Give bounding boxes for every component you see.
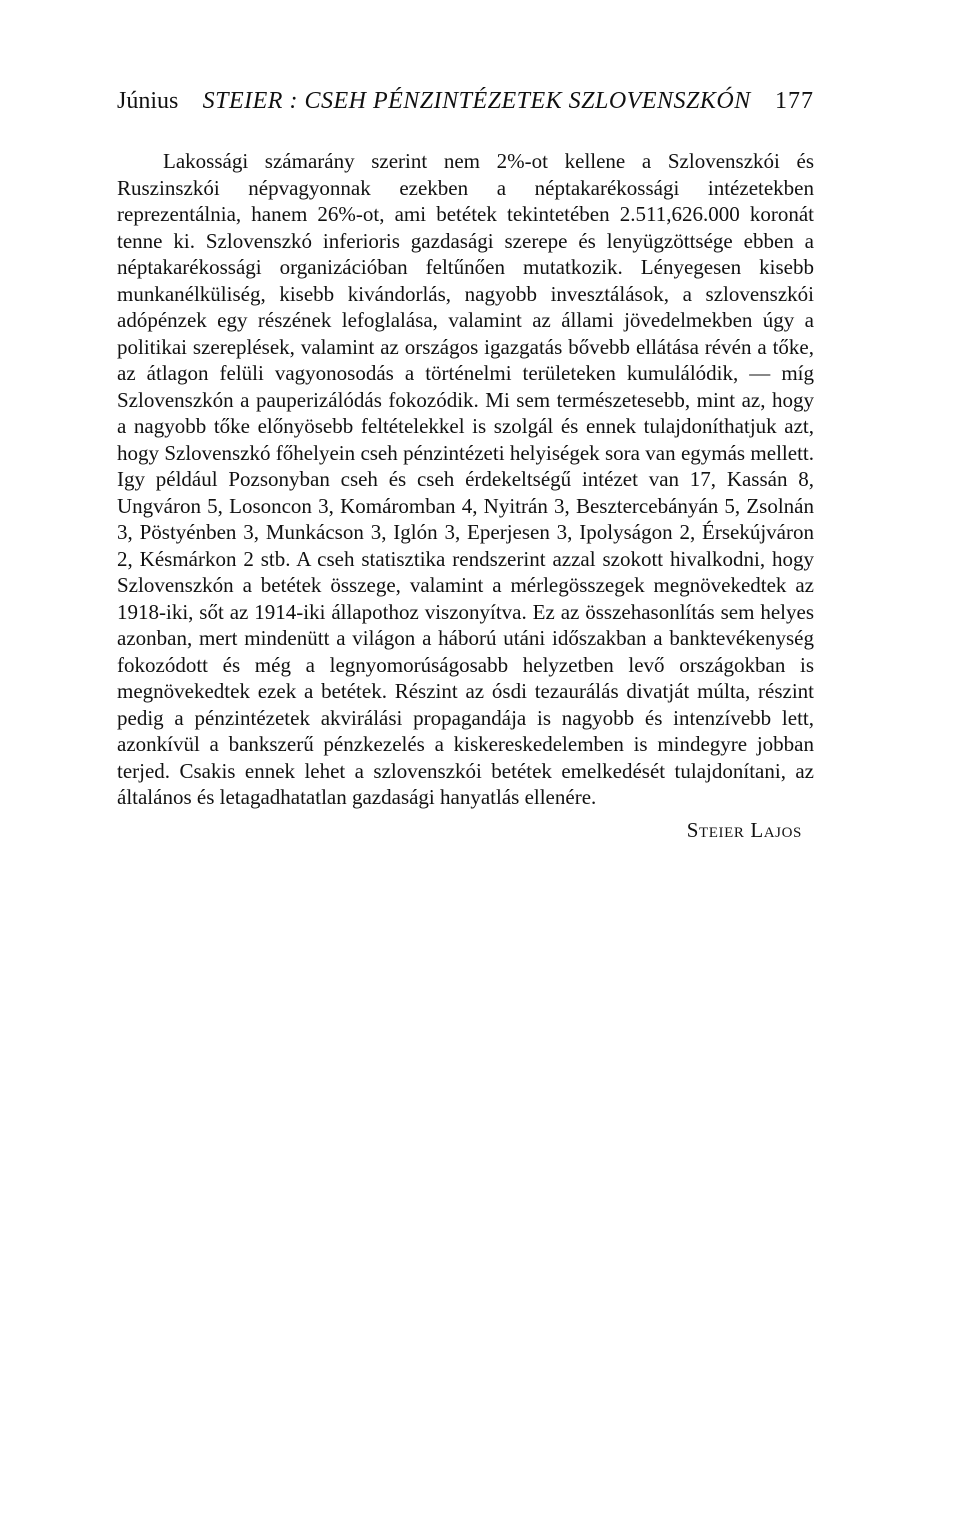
page-number: 177 — [775, 88, 814, 114]
document-page — [117, 86, 814, 843]
header-month: Június — [117, 88, 179, 114]
running-header — [117, 86, 814, 116]
body-paragraph: Lakossági számarány szerint nem 2%-ot kellene a Szlovenszkói és Ruszinszkói népvagyonnak ezekben a néptakarékossági intézetekben reprezentálnia, hanem 26%-ot, ami betétek tekintetében 2.511,626.000 koronát tenne ki. Szlovenszkó inferioris gazdasági szerepe és lenyügzöttsége ebben a néptakarékossági organizációban feltűnően mutatkozik. Lényegesen kisebb munkanélküliség, kisebb kivándorlás, nagyobb invesztálások, a szlovenszkói adópénzek egy részének lefoglalása, valamint az állami jövedelmekben úgy a politikai szereplések, valamint az országos igazgatás bővebb ellátása révén a tőke, az átlagon felüli vagyonosodás a történelmi területeken kumulálódik, — míg Szlovenszkón a pauperizálódás fokozódik. Mi sem természetesebb, mint az, hogy a nagyobb tőke előnyösebb feltételekkel is szolgál és ennek tulajdoníthatjuk azt, hogy Szlovenszkó főhelyein cseh pénzintézeti helyiségek sora van egymás mellett. Igy például Pozsonyban cseh és cseh érdekeltségű intézet van 17, Kassán 8, Ungváron 5, Losoncon 3, Komáromban 4, Nyitrán 3, Besztercebányán 5, Zsolnán 3, Pöstyénben 3, Munkácson 3, Iglón 3, Eperjesen 3, Ipolyságon 2, Érsekújváron 2, Késmárkon 2 stb. A cseh statisztika rendszerint azzal szokott hivalkodni, hogy Szlovenszkón a betétek összege, valamint a mérlegösszegek megnövekedtek az 1918-iki, sőt az 1914-iki állapothoz viszonyítva. Ez az összehasonlítás sem helyes azonban, mert mindenütt a világon a háború utáni időszakban a banktevékenység fokozódott és még a legnyomorúságosabb helyzetben levő országokban is megnövekedtek ezek a betétek. Részint az ósdi tezaurálás divatját múlta, részint pedig a pénzintézetek akvirálási propagandája is nagyobb és intenzívebb lett, azonkívül a bankszerű pénzkezelés a kiskereskedelemben is mindegyre jobban terjed. Csakis ennek lehet a szlovenszkói betétek emelkedését tulajdonítani, az általános és letagadhatatlan gazdasági hanyatlás ellenére. — [117, 149, 814, 809]
author-signature: Steier Lajos — [686, 817, 802, 842]
header-title: STEIER : CSEH PÉNZINTÉZETEK SZLOVENSZKÓN — [202, 88, 751, 114]
